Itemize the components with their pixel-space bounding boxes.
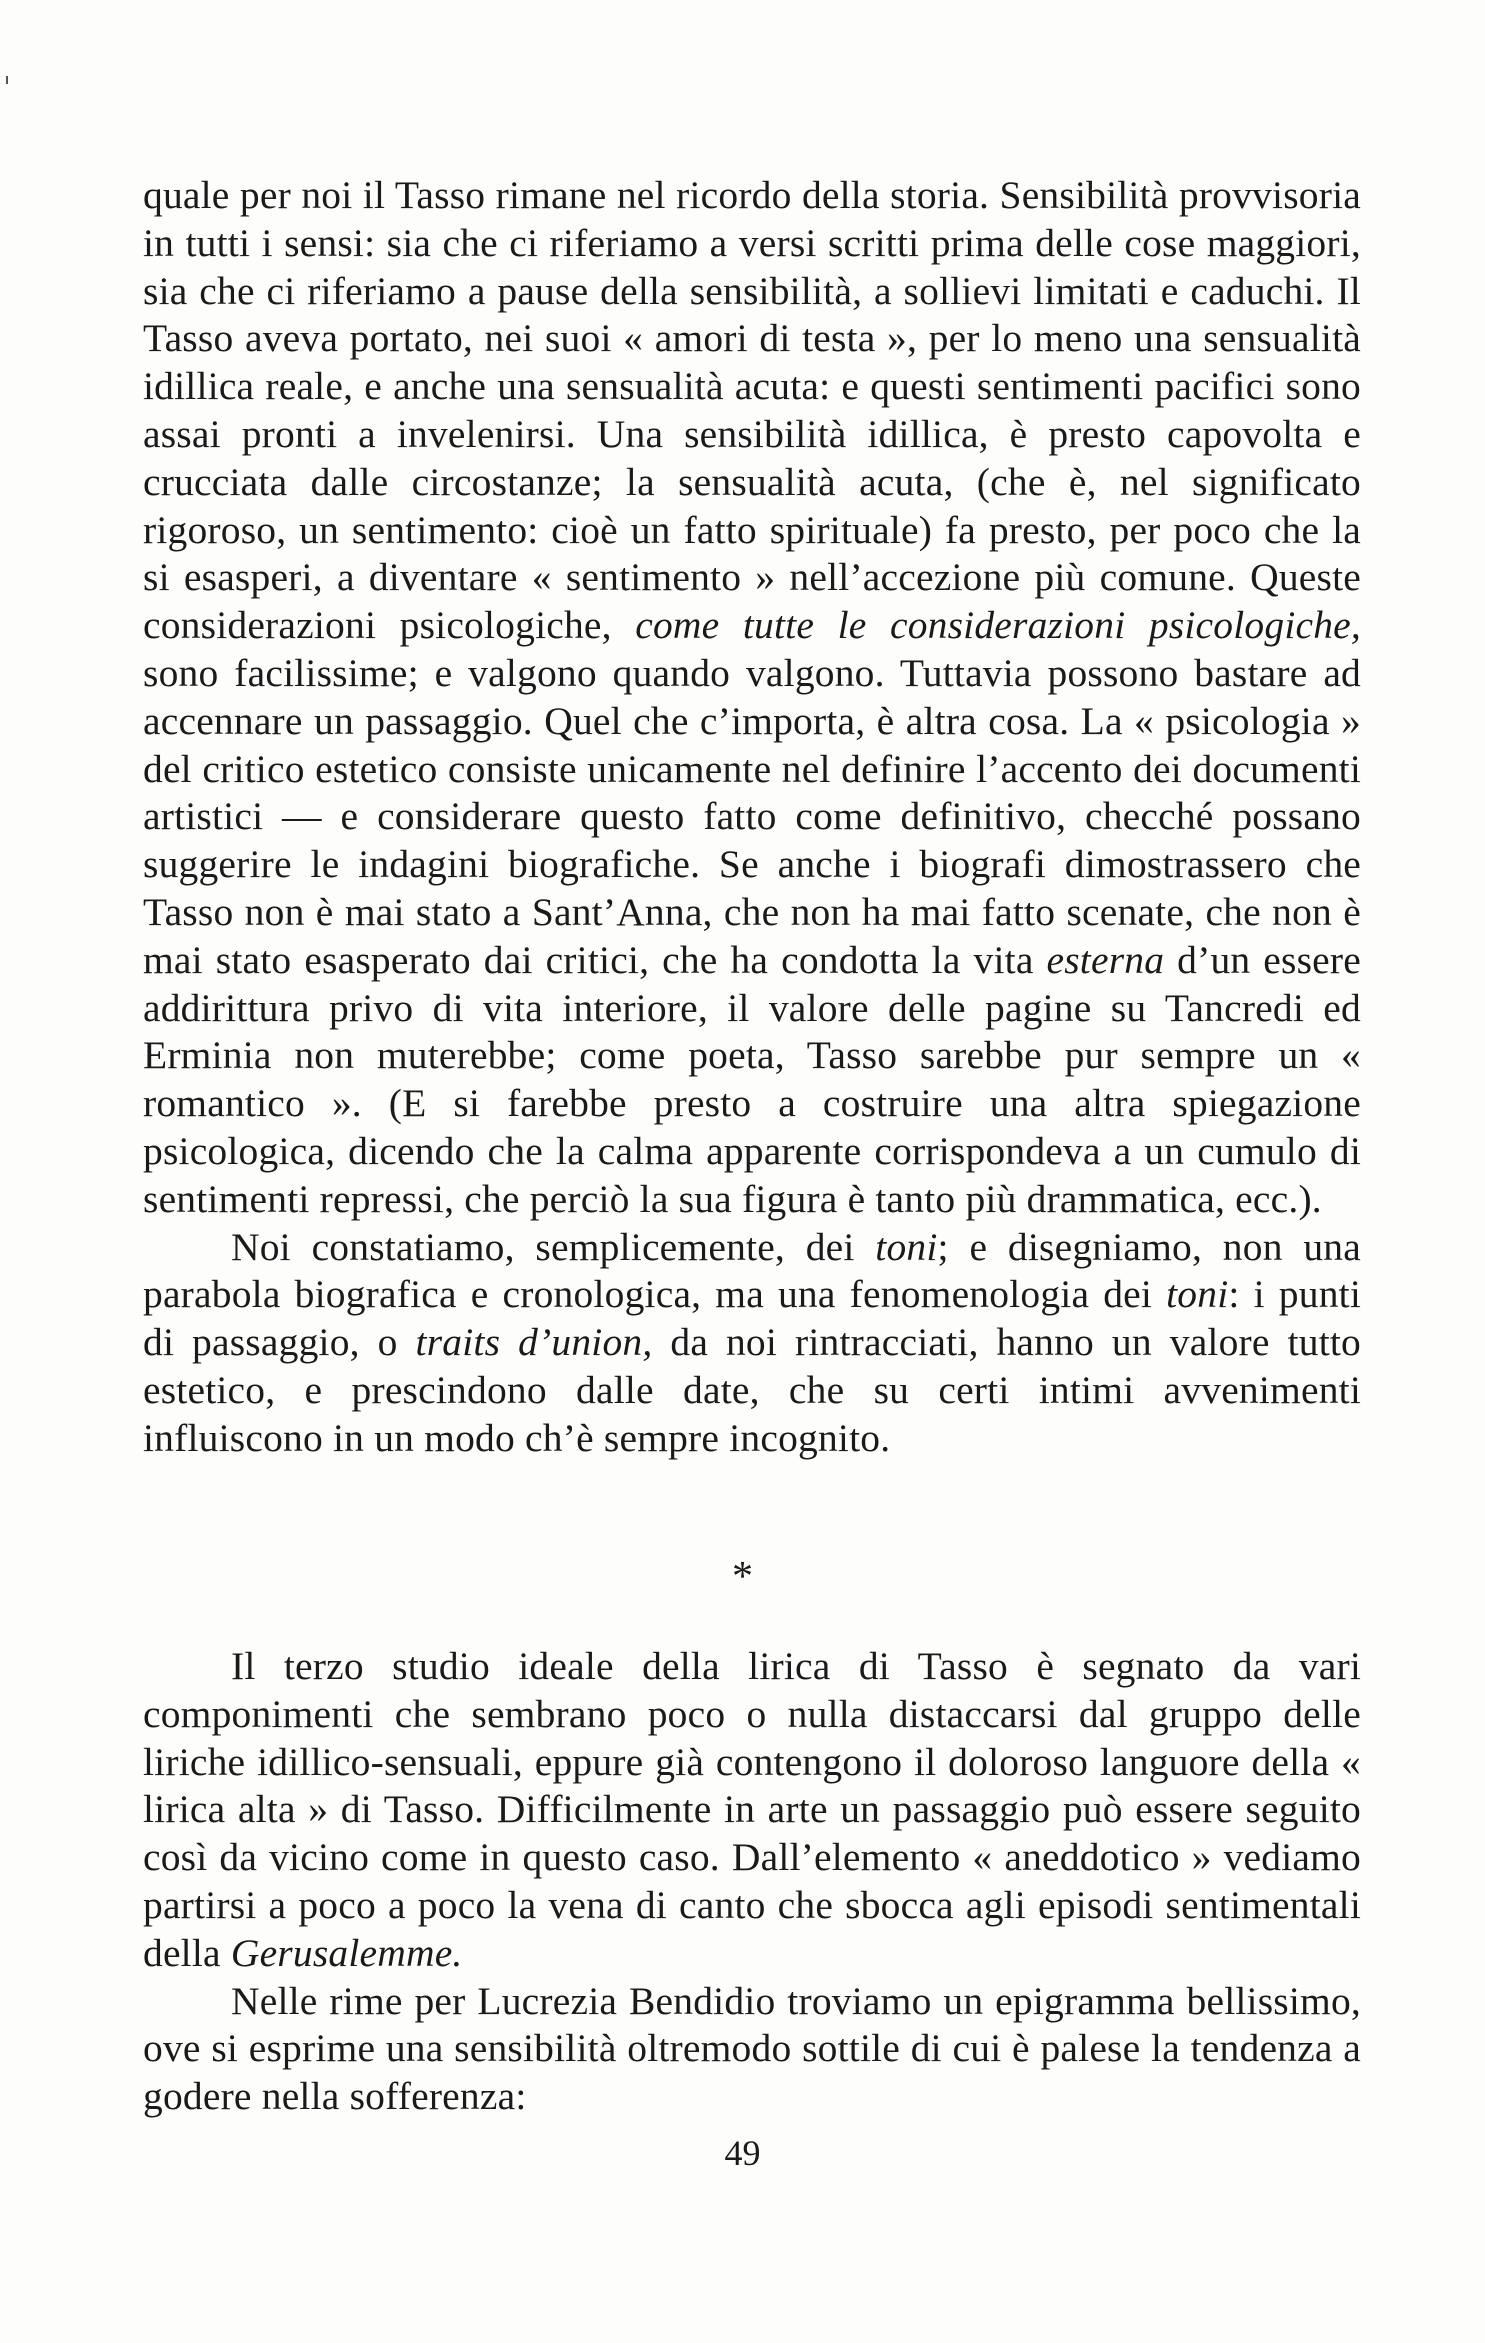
text-run: d’un essere addirittura privo di vita interiore, il valore delle pagine su Tancredi ed Erminia non muterebbe; come poeta, Tasso sarebbe pur sempre un « romantico ». (E si farebbe presto a costruire una altra spiegazione psicologica, dicendo che la calma apparente corrispondeva a un cumulo di sentimenti repressi, che perciò la sua figura è tanto più drammatica, ecc.). bbox=[143, 937, 1361, 1221]
margin-mark bbox=[6, 76, 8, 84]
paragraph bbox=[143, 1978, 1361, 2121]
italic-run: come tutte le considerazioni psicologiche, bbox=[635, 603, 1361, 648]
page-number: 49 bbox=[724, 2133, 761, 2173]
italic-run: toni bbox=[875, 1224, 938, 1269]
section-break-asterism: * bbox=[732, 1554, 753, 1600]
italic-run: toni bbox=[1166, 1272, 1229, 1317]
text-run: Nelle rime per Lucrezia Bendidio troviamo un epigramma bellissimo, ove si esprime una sensibilità oltremodo sottile di cui è palese la tendenza a godere nella sofferenza: bbox=[143, 1978, 1361, 2119]
text-run: Noi constatiamo, semplicemente, dei bbox=[231, 1224, 876, 1269]
text-run: : i punti di passaggio, o bbox=[143, 1272, 1362, 1365]
italic-run: Gerusalemme. bbox=[230, 1930, 463, 1975]
text-run: da noi rintracciati, hanno un valore tutto estetico, e prescindono dalle date, che su certi intimi avvenimenti influiscono in un modo ch’è sempre incognito. bbox=[143, 1320, 1361, 1460]
text-section-1 bbox=[143, 172, 1361, 1463]
text-section-2 bbox=[143, 1643, 1361, 2121]
text-run: sono facilissime; e valgono quando valgono. Tuttavia possono bastare ad accennare un passaggio. Quel che c’importa, è altra cosa. La « psicologia » del critico estetico consiste unicamente nel definire l’accento dei documenti artistici — e considerare questo fatto come definitivo, checché possano suggerire le indagini biografiche. Se anche i biografi dimostrassero che Tasso non è mai stato a Sant’Anna, che non ha mai fatto scenate, che non è mai stato esasperato dai critici, che ha condotta la vita bbox=[143, 650, 1361, 982]
paragraph bbox=[143, 172, 1361, 1224]
text-run: quale per noi il Tasso rimane nel ricordo della storia. Sensibilità provvisoria in tutti i sensi: sia che ci riferiamo a versi scritti prima delle cose maggiori, sia che ci riferiamo a pause della sensibilità, a sollievi limitati e caduchi. Il Tasso aveva portato, nei suoi « amori di testa », per lo meno una sensualità idillica reale, e anche una sensualità acuta: e questi sentimenti pacifici sono assai pronti a invelenirsi. Una sensibilità idillica, è presto capovolta e crucciata dalle circostanze; la sensualità acuta, (che è, nel significato rigoroso, un sentimento: cioè un fatto spirituale) fa presto, per poco che la si esasperi, a diventare « sentimento » nell’accezione più comune. Queste considerazioni psicologiche, bbox=[143, 173, 1361, 648]
paragraph bbox=[143, 1643, 1361, 1978]
italic-run: esterna bbox=[1046, 937, 1165, 982]
text-run: Il terzo studio ideale della lirica di Tasso è segnato da vari componimenti che sembrano poco o nulla distaccarsi dal gruppo delle liriche idillico-sensuali, eppure già contengono il doloroso languore della « lirica alta » di Tasso. Difficilmente in arte un passaggio può essere seguito così da vicino come in questo caso. Dall’elemento « aneddotico » vediamo partirsi a poco a poco la vena di canto che sbocca agli episodi sentimentali della bbox=[143, 1644, 1361, 1975]
text-run: ; e disegniamo, non una parabola biografica e cronologica, ma una fenomenologia dei bbox=[143, 1224, 1361, 1317]
paragraph bbox=[143, 1224, 1361, 1463]
italic-run: traits d’union, bbox=[415, 1320, 653, 1365]
